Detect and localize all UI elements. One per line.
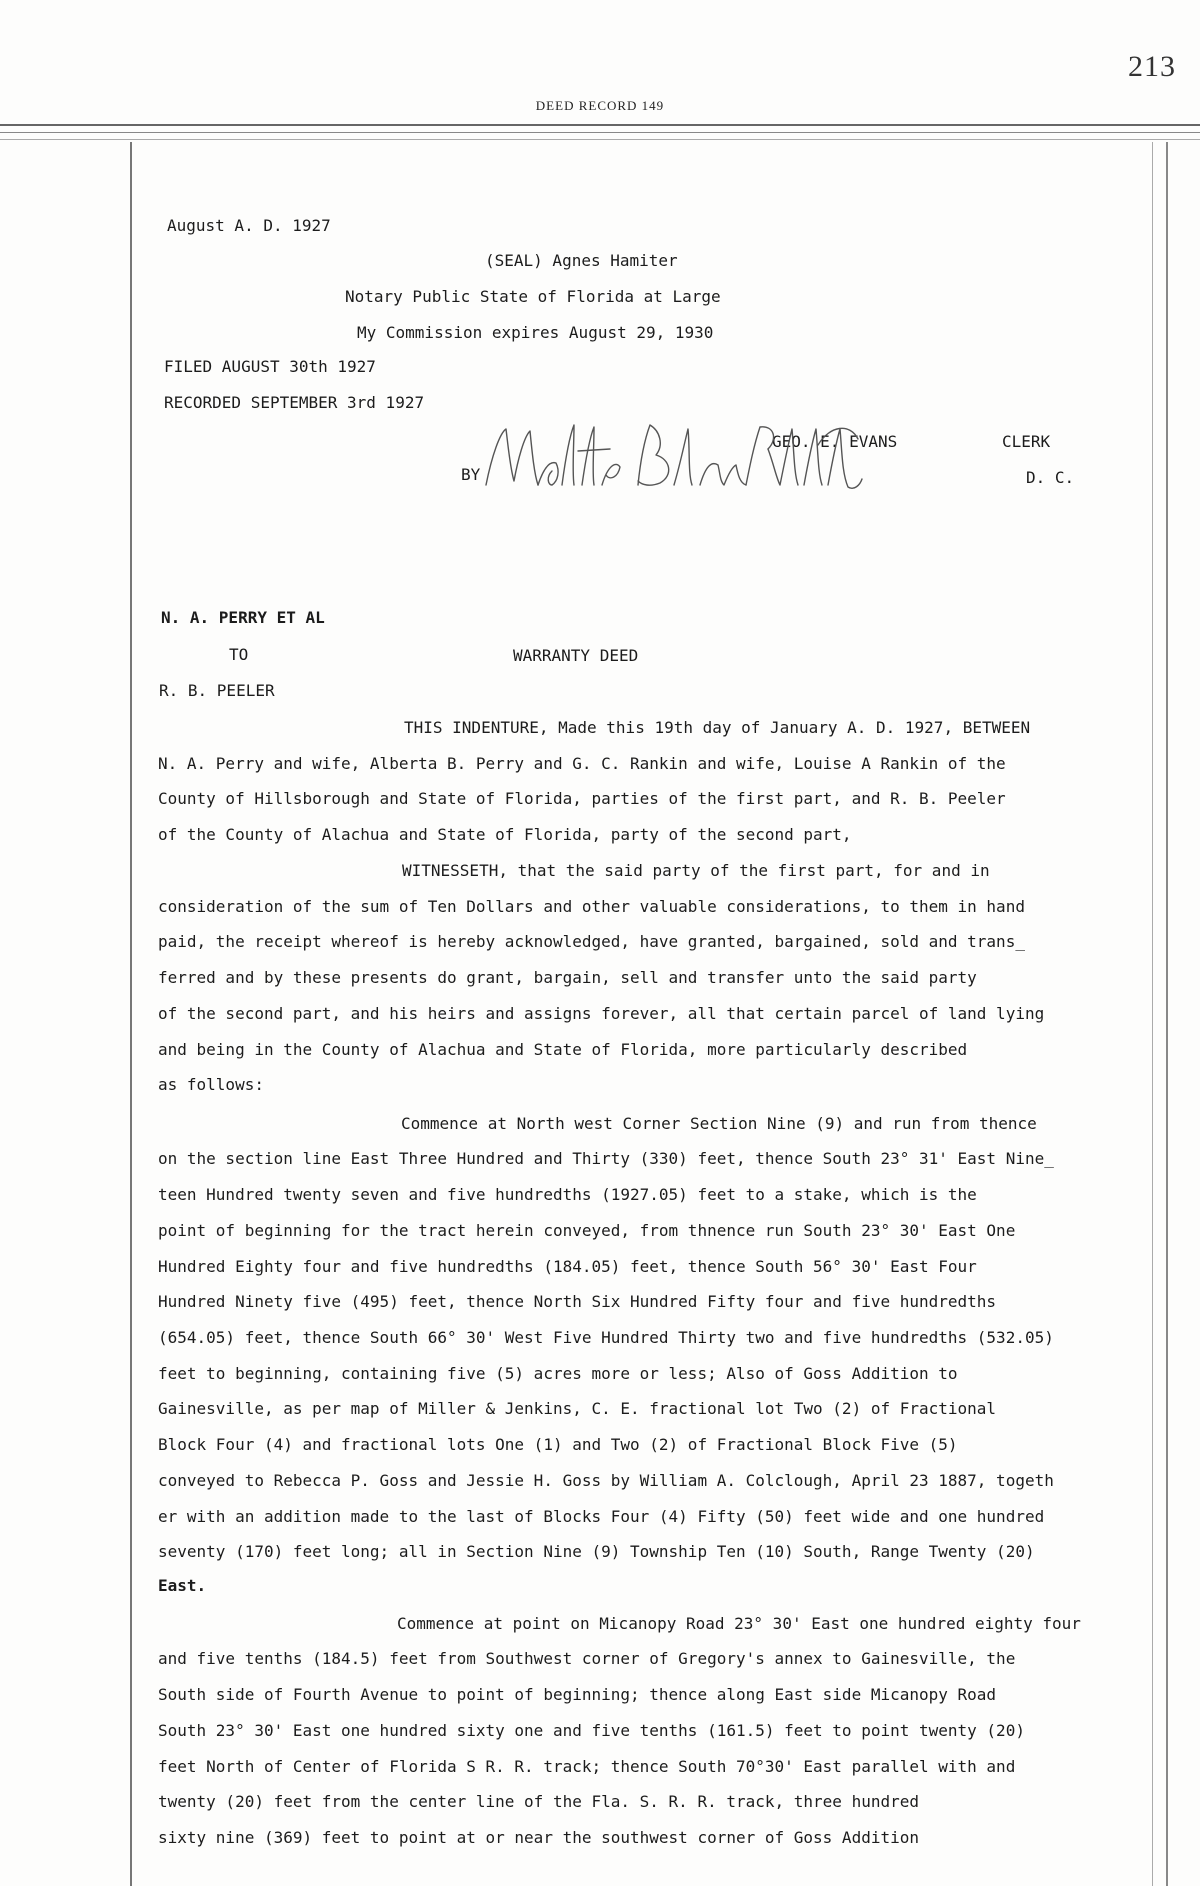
recorded-line: RECORDED SEPTEMBER 3rd 1927 — [164, 393, 425, 412]
deed-line: of the second part, and his heirs and assigns forever, all that certain parcel of land lying — [158, 1004, 1045, 1023]
notary-seal-line: (SEAL) Agnes Hamiter — [485, 251, 678, 270]
by-label: BY — [461, 465, 481, 484]
right-margin-line-2 — [1166, 142, 1168, 1886]
deed-line: WITNESSETH, that the said party of the first part, for and in — [402, 861, 990, 880]
page-number: 213 — [1128, 50, 1176, 83]
clerk-title: CLERK — [1002, 432, 1051, 451]
deputy-clerk-title: D. C. — [1026, 468, 1075, 487]
deed-line: consideration of the sum of Ten Dollars and other valuable considerations, to them in hand — [158, 897, 1025, 916]
deed-line: seventy (170) feet long; all in Section Nine (9) Township Ten (10) South, Range Twenty (20) — [158, 1542, 1035, 1561]
deed-line: Gainesville, as per map of Miller & Jenkins, C. E. fractional lot Two (2) of Fractional — [158, 1399, 997, 1418]
deed-line: ferred and by these presents do grant, bargain, sell and transfer unto the said party — [158, 968, 977, 987]
header-rule-2 — [0, 132, 1200, 133]
filed-line: FILED AUGUST 30th 1927 — [164, 357, 376, 376]
deed-line: THIS INDENTURE, Made this 19th day of January A. D. 1927, BETWEEN — [404, 718, 1031, 737]
header-rule-3 — [0, 139, 1200, 140]
deed-line: as follows: — [158, 1075, 264, 1094]
notary-title-line: Notary Public State of Florida at Large — [345, 287, 721, 306]
deed-line: Hundred Ninety five (495) feet, thence North Six Hundred Fifty four and five hundredths — [158, 1292, 997, 1311]
deed-line: East. — [158, 1576, 207, 1595]
deed-title: WARRANTY DEED — [513, 646, 639, 665]
notary-commission-line: My Commission expires August 29, 1930 — [357, 323, 714, 342]
deed-line: Block Four (4) and fractional lots One (1) and Two (2) of Fractional Block Five (5) — [158, 1435, 958, 1454]
deed-line: and five tenths (184.5) feet from Southwest corner of Gregory's annex to Gainesville, the — [158, 1649, 1016, 1668]
deed-line: feet to beginning, containing five (5) acres more or less; Also of Goss Addition to — [158, 1364, 958, 1383]
deed-line: South side of Fourth Avenue to point of beginning; thence along East side Micanopy Road — [158, 1685, 997, 1704]
header-rule — [0, 124, 1200, 126]
deed-line: point of beginning for the tract herein conveyed, from thnence run South 23° 30' East One — [158, 1221, 1016, 1240]
record-book-header: DEED RECORD 149 — [535, 98, 665, 113]
deed-line: N. A. Perry and wife, Alberta B. Perry and G. C. Rankin and wife, Louise A Rankin of the — [158, 754, 1006, 773]
deed-line: er with an addition made to the last of Blocks Four (4) Fifty (50) feet wide and one hundred — [158, 1507, 1045, 1526]
grantee-caption: R. B. PEELER — [159, 681, 275, 700]
deed-line: feet North of Center of Florida S R. R. track; thence South 70°30' East parallel with and — [158, 1757, 1016, 1776]
deed-line: of the County of Alachua and State of Florida, party of the second part, — [158, 825, 852, 844]
deed-line: County of Hillsborough and State of Florida, parties of the first part, and R. B. Peeler — [158, 789, 1006, 808]
right-margin-line — [1152, 142, 1153, 1886]
deed-line: Commence at point on Micanopy Road 23° 30' East one hundred eighty four — [397, 1614, 1081, 1633]
deed-line: teen Hundred twenty seven and five hundredths (1927.05) feet to a stake, which is the — [158, 1185, 977, 1204]
deed-line: sixty nine (369) feet to point at or near the southwest corner of Goss Addition — [158, 1828, 919, 1847]
deed-line: Hundred Eighty four and five hundredths (184.05) feet, thence South 56° 30' East Four — [158, 1257, 977, 1276]
deed-line: conveyed to Rebecca P. Goss and Jessie H. Goss by William A. Colclough, April 23 1887, togeth — [158, 1471, 1054, 1490]
grantor-caption: N. A. PERRY ET AL — [161, 608, 325, 627]
clerk-name: GEO. E. EVANS — [772, 432, 898, 451]
deed-line: (654.05) feet, thence South 66° 30' West Five Hundred Thirty two and five hundredths (532.05) — [158, 1328, 1054, 1347]
left-margin-line — [130, 142, 132, 1886]
deed-line: twenty (20) feet from the center line of the Fla. S. R. R. track, three hundred — [158, 1792, 919, 1811]
deed-line: Commence at North west Corner Section Nine (9) and run from thence — [401, 1114, 1037, 1133]
deed-line: and being in the County of Alachua and State of Florida, more particularly described — [158, 1040, 968, 1059]
deed-line: paid, the receipt whereof is hereby acknowledged, have granted, bargained, sold and trans_ — [158, 932, 1025, 951]
deed-line: on the section line East Three Hundred and Thirty (330) feet, thence South 23° 31' East Nine_ — [158, 1149, 1054, 1168]
date-line: August A. D. 1927 — [167, 216, 331, 235]
deed-line: South 23° 30' East one hundred sixty one and five tenths (161.5) feet to point twenty (20) — [158, 1721, 1025, 1740]
handwritten-signature — [478, 415, 868, 515]
to-caption: TO — [229, 645, 249, 664]
